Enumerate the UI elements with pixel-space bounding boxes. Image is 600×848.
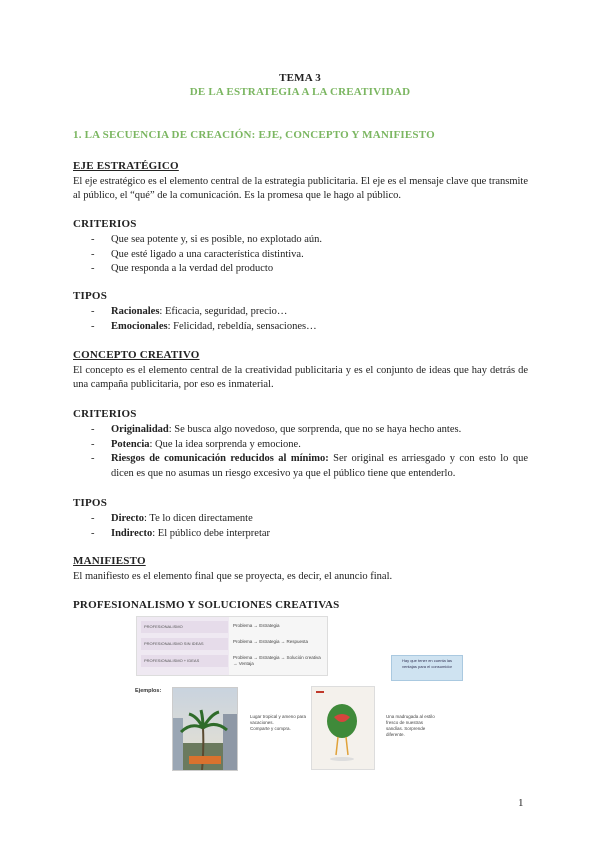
example1-caption [250,714,312,732]
concepto-heading: CONCEPTO CREATIVO [73,349,200,361]
watermelon-icon [312,687,374,769]
concepto-paragraph: El concepto es el elemento central de la creatividad publicitaria y es el conjunto de ideas que hay detrás de una campaña publicitaria, por eso es inmaterial. [73,365,528,390]
caption-line: Una madrugada al estilo [386,714,435,719]
eje-paragraph: El eje estratégico es el elemento central de la estrategia publicitaria. El eje es el mensaje clave que transmite al público, el “qué” de la comunicación. Es la promesa que le hago al público. [73,176,528,201]
slide-side-text: Problema → Estrategia → Solución creativa → Ventaja [233,655,321,666]
slide-side-text: Problema → Estrategia → Respuesta [233,639,309,644]
list-item: - Que responda a la verdad del producto [91,263,274,274]
list-item: - Originalidad: Se busca algo novedoso, que sorprenda, que no se haya hecho antes. [91,424,462,435]
page-number: 1 [518,797,524,809]
topic-subtitle: DE LA ESTRATEGIA A LA CREATIVIDAD [189,86,411,98]
concepto-criterios-list [73,423,528,481]
slide-row: PROFESIONALISMO + IDEAS [141,655,228,667]
caption-line: diferente. [386,732,405,737]
concepto-criterios-heading: CRITERIOS [73,408,137,420]
list-item: - Que esté ligado a una característica distintiva. [91,248,304,260]
list-item: - Riesgos de comunicación reducidos al mínimo: Ser original es arriesgado y con esto lo que dicen es que no asumas un riesgo excesivo ya que el público tiene que entenderlo. [91,453,528,479]
example2-caption [386,714,448,738]
list-item: - Directo: Te lo dicen directamente [91,513,253,524]
list-item: - Que sea potente y, si es posible, no explotado aún. [91,234,323,245]
concepto-tipos-list [73,512,528,541]
slide-row: PROFESIONALISMO [141,621,228,633]
caption-line: Comparte y compra. [250,726,291,731]
note-bubble: Hay que tener en cuenta las ventajas para el consumidor [391,655,463,681]
slide-side-panel [229,616,328,676]
profesionalismo-heading: PROFESIONALISMO Y SOLUCIONES CREATIVAS [73,599,340,611]
palm-tree-icon [173,688,237,770]
list-item: - Potencia: Que la idea sorprenda y emocione. [91,438,301,450]
list-item: - Racionales: Eficacia, seguridad, precio… [91,306,288,317]
caption-line: sandías. Sorprende [386,726,426,731]
manifiesto-paragraph: El manifiesto es el elemento final que se proyecta, es decir, el anuncio final. [73,571,393,582]
example-ad-tropical [172,687,238,771]
eje-criterios-heading: CRITERIOS [73,218,137,230]
topic-title: TEMA 3 [279,72,321,84]
eje-tipos-heading: TIPOS [73,290,108,302]
caption-line: vacaciones. [250,720,274,725]
caption-line: Lugar tropical y ameno para [250,714,307,719]
manifiesto-heading: MANIFIESTO [73,555,146,567]
list-item: - Emocionales: Felicidad, rebeldía, sensaciones… [91,320,317,332]
slide-row: PROFESIONALISMO SIN IDEAS [141,638,228,650]
example-ad-watermelon [311,686,375,770]
section-title: 1. LA SECUENCIA DE CREACIÓN: EJE, CONCEPTO Y MANIFIESTO [73,129,435,141]
concepto-tipos-heading: TIPOS [73,497,108,509]
slide-diagram [136,616,230,676]
caption-line: fresco de nuestras [386,720,424,725]
examples-label: Ejemplos: [135,688,162,694]
eje-tipos-list [73,305,528,334]
list-item: - Indirecto: El público debe interpretar [91,527,271,539]
eje-heading: EJE ESTRATÉGICO [73,160,179,172]
slide-side-text: Problema → Estrategia [233,623,280,628]
eje-criterios-list [73,233,528,277]
